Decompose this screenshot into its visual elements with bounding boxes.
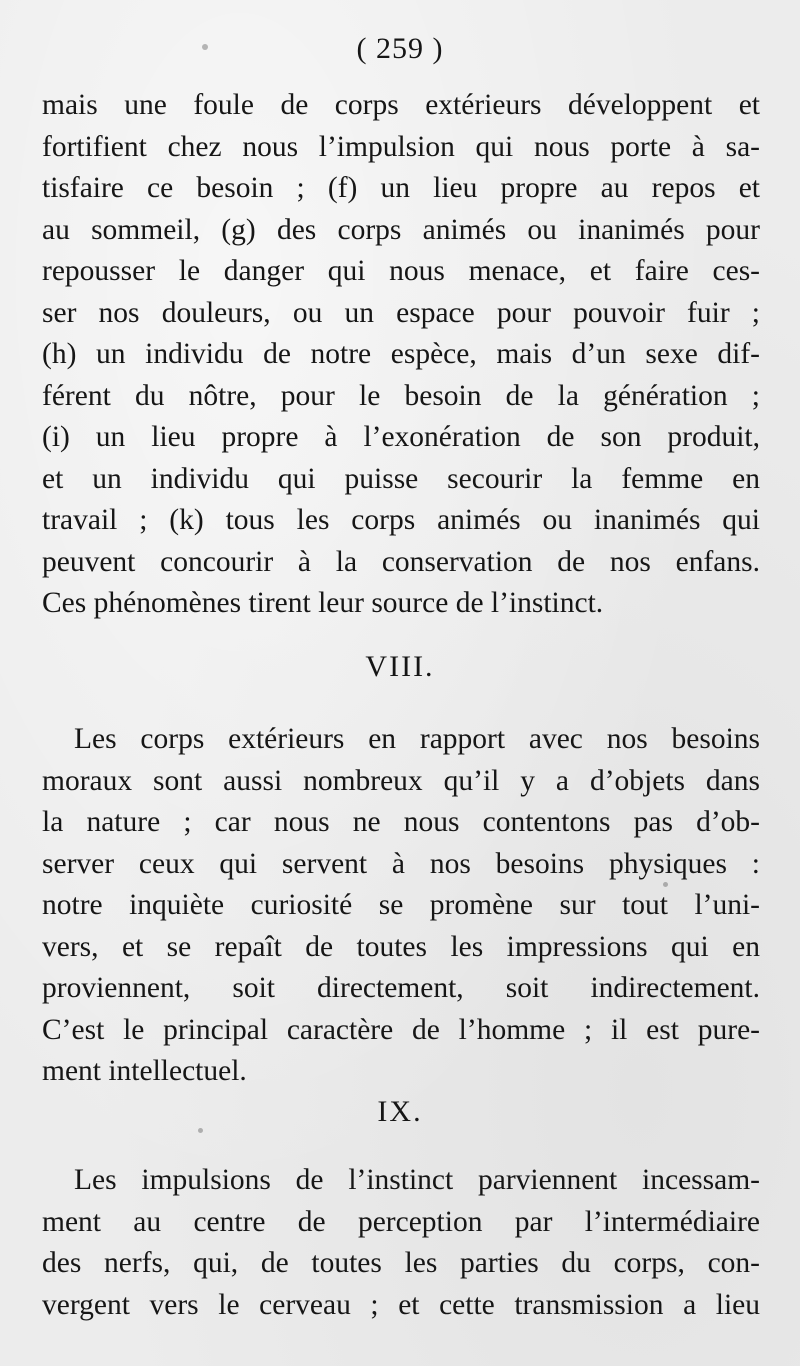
ink-speck xyxy=(198,1128,203,1133)
section-heading-ix: IX. xyxy=(377,1095,423,1128)
text-line: peuvent concourir à la conservation de nos enfans. xyxy=(42,545,760,578)
ink-speck xyxy=(202,44,208,50)
text-line: et un individu qui puisse secourir la femme en xyxy=(42,462,760,495)
text-line: server ceux qui servent à nos besoins physiques : xyxy=(42,847,760,880)
text-line: ment au centre de perception par l’intermédiaire xyxy=(42,1205,760,1238)
text-line: ser nos douleurs, ou un espace pour pouvoir fuir ; xyxy=(42,296,760,329)
text-line: repousser le danger qui nous menace, et faire ces- xyxy=(42,255,760,287)
text-line: tisfaire ce besoin ; (f) un lieu propre au repos et xyxy=(42,172,760,204)
section-viii-paragraph xyxy=(42,719,760,1093)
page-number: ( 259 ) xyxy=(356,32,444,65)
text-line: moraux sont aussi nombreux qu’il y a d’objets dans xyxy=(42,764,760,797)
section-heading-viii: VIII. xyxy=(365,650,435,683)
text-line: Ces phénomènes tirent leur source de l’instinct. xyxy=(42,587,604,619)
paragraph-continued xyxy=(42,85,760,625)
text-line: travail ; (k) tous les corps animés ou inanimés qui xyxy=(42,504,760,536)
text-line: au sommeil, (g) des corps animés ou inanimés pour xyxy=(42,213,760,246)
text-line: vers, et se repaît de toutes les impressions qui en xyxy=(42,930,760,963)
text-line: fortifient chez nous l’impulsion qui nous porte à sa- xyxy=(42,130,760,163)
text-line: mais une foule de corps extérieurs développent et xyxy=(42,89,760,121)
text-line: Les impulsions de l’instinct parviennent incessam- xyxy=(74,1164,760,1196)
section-ix-paragraph xyxy=(42,1160,760,1326)
text-line: (h) un individu de notre espèce, mais d’un sexe dif- xyxy=(42,338,760,370)
text-line: férent du nôtre, pour le besoin de la génération ; xyxy=(42,379,760,412)
text-line: ment intellectuel. xyxy=(42,1055,247,1087)
text-line: des nerfs, qui, de toutes les parties du corps, con- xyxy=(42,1247,760,1279)
text-line: la nature ; car nous ne nous contentons pas d’ob- xyxy=(42,806,760,838)
text-line: (i) un lieu propre à l’exonération de son produit, xyxy=(42,421,760,453)
ink-speck xyxy=(663,882,668,887)
text-line: Les corps extérieurs en rapport avec nos besoins xyxy=(74,723,760,755)
text-line: vergent vers le cerveau ; et cette transmission a lieu xyxy=(42,1288,760,1321)
text-line: C’est le principal caractère de l’homme ; il est pure- xyxy=(42,1013,760,1046)
text-line: proviennent, soit directement, soit indirectement. xyxy=(42,972,760,1004)
text-line: notre inquiète curiosité se promène sur tout l’uni- xyxy=(42,889,760,921)
